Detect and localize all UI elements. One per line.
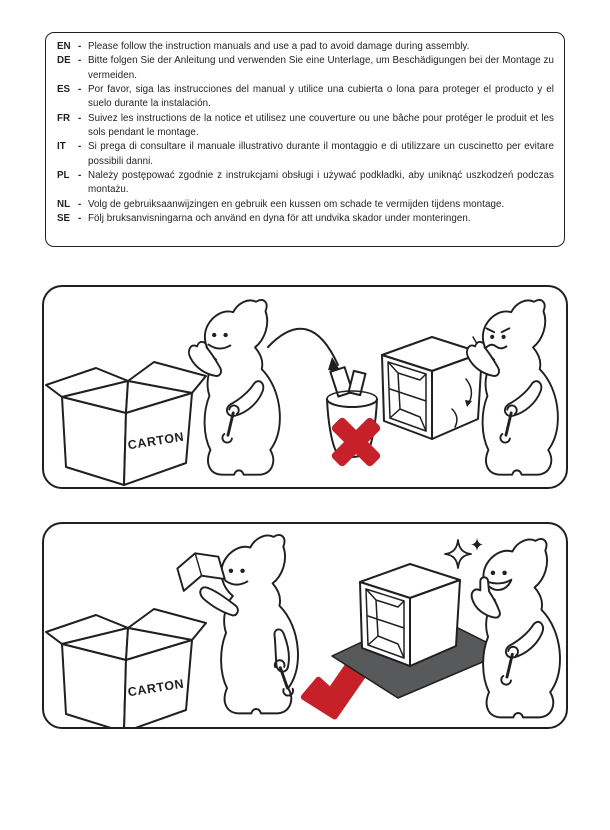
language-code: EN: [57, 41, 71, 52]
language-code: NL: [57, 198, 71, 210]
character-tossing-manual: [189, 300, 280, 475]
notice-row-fr: [57, 112, 554, 141]
notice-text: Si prega di consultare il manuale illustrativo durante il montaggio e di utilizzare un cuscinetto per evitare possibili danni.: [88, 141, 554, 167]
ghost-body: [205, 300, 280, 475]
notice-row-es: [57, 83, 554, 112]
incorrect-assembly-illustration: [44, 287, 566, 487]
code-separator: -: [78, 84, 82, 96]
notice-row-se: [57, 212, 554, 226]
multilingual-notice: [45, 32, 565, 247]
code-separator: -: [78, 170, 82, 182]
code-separator: -: [78, 141, 82, 153]
notice-row-it: [57, 140, 554, 169]
carton-box-icon: [46, 362, 206, 485]
code-separator: -: [78, 55, 82, 67]
language-code: IT: [57, 141, 66, 153]
notice-text: Bitte folgen Sie der Anleitung und verwenden Sie eine Unterlage, um Beschädigungen bei der Montage zu vermeiden.: [88, 55, 554, 81]
carton-label: CARTON: [126, 676, 186, 700]
notice-row-pl: [57, 169, 554, 198]
ghost-body: [483, 539, 560, 717]
panel-correct-assembly: [42, 522, 568, 729]
eye: [491, 571, 495, 575]
notice-row-en: [57, 40, 554, 54]
carton-box-icon: [46, 609, 206, 727]
code-separator: -: [78, 41, 82, 52]
eye: [240, 569, 244, 573]
sparkle-icon: [445, 538, 483, 568]
language-code: SE: [57, 213, 71, 225]
open-manual-icon: [175, 547, 225, 590]
language-code: ES: [57, 84, 71, 96]
code-separator: -: [78, 213, 82, 225]
carton-label: CARTON: [126, 429, 186, 453]
eye: [502, 335, 506, 339]
toss-arc: [268, 329, 338, 365]
correct-assembly-illustration: [44, 524, 566, 727]
code-separator: -: [78, 198, 82, 210]
notice-text: Należy postępować zgodnie z instrukcjami obsługi i używać podkładki, aby uniknąć uszkodzeń podczas montażu.: [88, 170, 554, 196]
eye: [229, 569, 233, 573]
language-code: DE: [57, 55, 71, 67]
eye: [212, 333, 216, 337]
code-separator: -: [78, 112, 82, 124]
notice-row-de: [57, 54, 554, 83]
notice-text: Följ bruksanvisningarna och använd en dyna för att undvika skador under monteringen.: [88, 213, 471, 225]
eye: [223, 333, 227, 337]
eye: [502, 571, 506, 575]
panel-incorrect-assembly: [42, 285, 568, 489]
character-thumbs-up: [472, 539, 560, 717]
language-code: PL: [57, 170, 70, 182]
notice-text: Volg de gebruiksaanwijzingen en gebruik een kussen om schade te vermijden tijdens montage.: [88, 198, 505, 210]
language-code: FR: [57, 112, 71, 124]
notice-text: Please follow the instruction manuals and use a pad to avoid damage during assembly.: [88, 41, 470, 52]
notice-text: Por favor, siga las instrucciones del manual y utilice una cubierta o lona para proteger el producto y el suelo durante la instalación.: [88, 84, 554, 110]
notice-text: Suivez les instructions de la notice et utilisez une couverture ou une bâche pour protéger le produit et les sols pendant le montage.: [88, 112, 554, 139]
ghost-body: [483, 300, 558, 475]
eye: [490, 335, 494, 339]
notice-row-nl: [57, 198, 554, 212]
